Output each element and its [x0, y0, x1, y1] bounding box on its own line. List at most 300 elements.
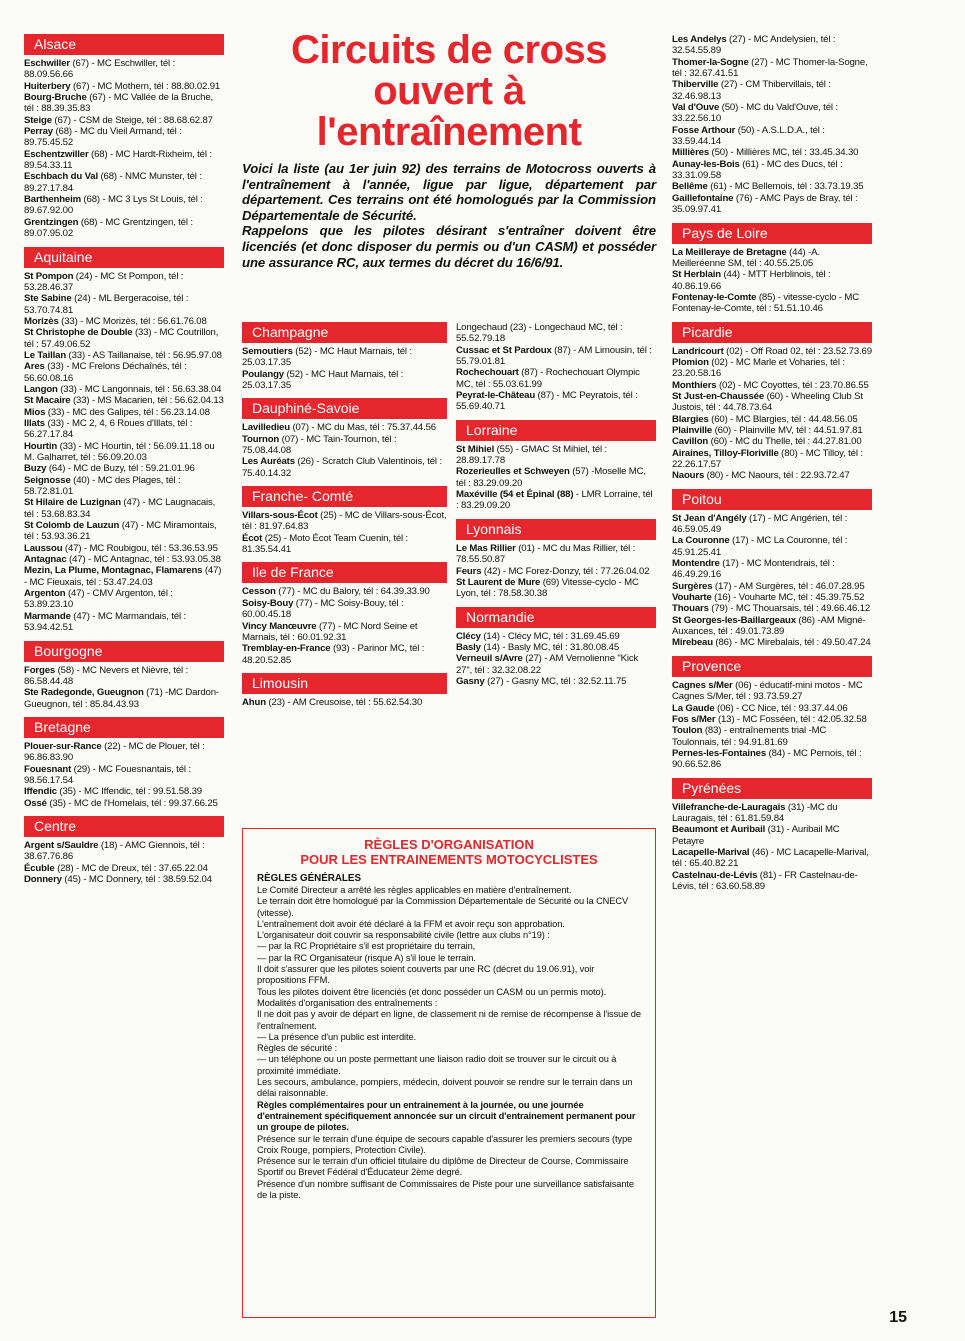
- region-section-provence: [672, 656, 872, 771]
- circuit-location: Mios: [24, 406, 46, 418]
- circuit-location: La Couronne: [672, 535, 730, 547]
- circuit-details: (44) - MTT Herblinois, tél : 40.86.19.66: [672, 269, 831, 292]
- circuit-details: (31) -MC du Lauragais, tél : 61.81.59.84: [672, 801, 838, 824]
- rules-paragraph: Règles de sécurité :: [257, 1043, 338, 1054]
- circuit-location: Hourtin: [24, 440, 58, 452]
- circuit-entry: [24, 361, 224, 384]
- circuit-location: Eschentzwiller: [24, 148, 89, 160]
- circuit-location: Villefranche-de-Lauragais: [672, 801, 786, 813]
- circuit-details: (61) - MC des Ducs, tél : 33.31.09.58: [672, 158, 843, 182]
- circuit-entry: [672, 57, 872, 80]
- circuit-entry: [456, 444, 656, 467]
- circuit-details: (47) - MC Roubigou, tél : 53.36.53.95: [62, 542, 218, 554]
- region-header-picardie: Picardie: [672, 322, 872, 343]
- circuit-location: Ste Radegonde, Gueugnon: [24, 687, 144, 699]
- circuit-location: St Hilaire de Luzignan: [24, 497, 121, 509]
- region-section-continued: [456, 322, 656, 413]
- region-section-lyonnais: [456, 519, 656, 600]
- circuit-details: (68) - MC Hardt-Rixheim, tél : 89.54.33.11: [24, 148, 212, 172]
- circuit-details: (44) -A. Meilleréenne SM, tél : 40.55.25.05: [672, 246, 820, 269]
- circuit-details: (33) - MC Frelons Déchaînés, tél : 56.60.08.16: [24, 361, 187, 384]
- circuit-entry: [24, 588, 224, 611]
- circuit-location: Plomion: [672, 356, 709, 368]
- circuit-entry: [672, 102, 872, 125]
- circuit-location: Argent s/Sauldre: [24, 839, 99, 851]
- circuit-details: (14) - Basly MC, tél : 31.80.08.45: [480, 641, 620, 653]
- circuit-details: (40) - MC des Plages, tél : 58.72.81.01: [24, 474, 181, 498]
- circuit-entry: [24, 293, 224, 316]
- region-section-pays-de-loire: [672, 223, 872, 315]
- circuit-location: Feurs: [456, 565, 482, 577]
- rules-paragraph: — par la RC Organisateur (risque A) s'il loue le terrain.: [257, 952, 476, 963]
- circuit-entry: [672, 847, 872, 870]
- circuit-entry: [456, 631, 656, 642]
- circuit-entry: [456, 642, 656, 653]
- circuit-entry: [672, 725, 872, 748]
- circuit-location: Montendre: [672, 558, 720, 570]
- circuit-location: Val d'Ouve: [672, 102, 720, 114]
- circuit-location: St Pompon: [24, 270, 74, 282]
- circuit-details: (67) - MC Mothern, tél : 88.80.02.91: [70, 80, 221, 92]
- circuit-details: (24) - ML Bergeracoise, tél : 53.70.74.81: [24, 293, 189, 316]
- circuit-location: La Meilleraye de Bretagne: [672, 246, 787, 258]
- circuit-location: Laussou: [24, 542, 63, 554]
- circuit-entry: [24, 92, 224, 115]
- circuit-details: (50) - Millières MC, tél : 33.45.34.30: [709, 147, 859, 159]
- circuit-entry: [672, 703, 872, 714]
- circuit-entry: [672, 558, 872, 581]
- rules-subtitle: RÈGLES GÉNÉRALES: [257, 873, 361, 884]
- circuit-entry: [242, 697, 447, 708]
- circuit-entry: [242, 643, 447, 666]
- circuit-location: Antagnac: [24, 554, 67, 566]
- circuit-details: Longechaud (23) - Longechaud MC, tél : 55.52.79.18: [456, 322, 623, 345]
- circuit-details: (06) - éducatif-mini motos - MC Cagnes S/Mer, tél : 93.73.59.27: [672, 679, 863, 703]
- circuit-entry: [242, 456, 447, 479]
- circuit-details: (42) - MC Forez-Donzy, tél : 77.26.04.02: [481, 565, 650, 577]
- circuit-details: (86) -AM Migné-Auxances, tél : 49.01.73.89: [672, 614, 866, 638]
- circuit-details: (77) - MC du Balory, tél : 64.39.33.90: [275, 586, 430, 598]
- circuit-location: La Gaude: [672, 702, 715, 714]
- circuit-location: Rochechouart: [456, 367, 519, 379]
- circuit-location: St Just-en-Chaussée: [672, 390, 765, 402]
- circuit-entry: [672, 513, 872, 536]
- circuit-location: Eschbach du Val: [24, 171, 98, 183]
- circuit-entry: [672, 592, 872, 603]
- circuit-entry: [672, 802, 872, 825]
- circuit-entry: [672, 380, 872, 391]
- circuit-details: (47) - MC Miramontais, tél : 53.93.36.21: [24, 520, 217, 543]
- circuit-entry: [24, 58, 224, 81]
- circuit-details: (47) - MC Antagnac, tél : 53.93.05.38: [66, 554, 221, 566]
- circuit-details: (07) - MC Tain-Tournon, tél : 75.08.44.08: [242, 433, 397, 457]
- circuit-location: Cavillon: [672, 436, 709, 448]
- circuit-location: Argenton: [24, 588, 66, 600]
- circuit-details: (35) - MC Iffendic, tél : 99.51.58.39: [56, 786, 202, 798]
- circuit-location: St Laurent de Mure: [456, 576, 541, 588]
- circuit-location: Maxéville (54 et Épinal (88): [456, 489, 574, 501]
- rules-paragraph: Les secours, ambulance, pompiers, médecin, doivent pouvoir se rendre sur le terrain dans un délai raisonnable.: [257, 1077, 633, 1099]
- circuit-location: St Jean d'Angély: [672, 512, 747, 524]
- region-header-franche-comte: Franche- Comté: [242, 486, 447, 507]
- circuit-details: (47) - MC Fieuxais, tél : 53.47.24.03: [24, 565, 222, 588]
- circuit-details: (52) - MC Haut Marnais, tél : 25.03.17.35: [242, 346, 412, 369]
- circuit-location: Landricourt: [672, 345, 724, 357]
- circuit-location: Vouharte: [672, 592, 712, 604]
- region-section-limousin: [242, 673, 447, 708]
- column-1: [24, 34, 224, 892]
- circuit-details: (93) - Parinor MC, tél : 48.20.52.85: [242, 643, 425, 666]
- circuit-location: St Georges-les-Baillargeaux: [672, 614, 796, 626]
- circuit-details: (87) - AM Limousin, tél : 55.79.01.81: [456, 344, 652, 368]
- region-header-pays-de-loire: Pays de Loire: [672, 223, 872, 244]
- circuit-details: (50) - A.S.L.D.A., tél : 33.59.44.14: [672, 124, 825, 148]
- circuit-entry: [24, 741, 224, 764]
- circuit-entry: [24, 126, 224, 149]
- rules-paragraph: Règles complémentaires pour un entrainement à la journée, ou une journée d'entrainement spécifiquement annoncée sur un circuit d'entrainement permanent pour un groupe de pilotes.: [257, 1099, 636, 1133]
- circuit-details: (27) - AM Vernolienne "Kick 27", tél : 32.32.08.22: [456, 653, 639, 676]
- circuit-location: Monthiers: [672, 379, 717, 391]
- circuit-details: (87) - Rochechouart Olympic MC, tél : 55.03.61.99: [456, 367, 640, 390]
- circuit-location: Perray: [24, 126, 53, 138]
- circuit-location: Gaillefontaine: [672, 192, 734, 204]
- circuit-location: Toulon: [672, 725, 703, 737]
- circuit-location: Pernes-les-Fontaines: [672, 747, 767, 759]
- circuit-entry: [24, 316, 224, 327]
- rules-paragraph: Présence sur le terrain d'une équipe de secours capable d'assurer les premiers secours (type Croix Rouge, pompiers, Protection Civile).: [257, 1133, 633, 1155]
- circuit-entry: [24, 786, 224, 797]
- circuit-details: (13) - MC Fosséen, tél : 42.05.32.58: [715, 713, 867, 725]
- circuit-entry: [456, 653, 656, 676]
- rules-paragraph: — par la RC Propriétaire s'il est propriétaire du terrain,: [257, 941, 476, 952]
- region-section-bretagne: [24, 717, 224, 809]
- circuit-details: (33) - MC Langonnais, tél : 56.63.38.04: [57, 383, 222, 395]
- circuit-details: (46) - MC Lacapelle-Marival, tél : 65.40.82.21: [672, 846, 869, 870]
- title-line-3: l'entraînement: [316, 110, 582, 154]
- circuit-details: (64) - MC de Buzy, tél : 59.21.01.96: [46, 463, 195, 475]
- circuit-details: (24) - MC St Pompon, tél : 53.28.46.37: [24, 270, 184, 293]
- circuit-details: (17) - AM Surgères, tél : 46.07.28.95: [712, 580, 865, 592]
- circuit-entry: [24, 611, 224, 634]
- circuit-details: (52) - MC Haut Marnais, tél : 25.03.17.35: [242, 368, 404, 392]
- circuit-entry: [672, 581, 872, 592]
- rules-paragraph: Présence sur le terrain d'un officiel titulaire du diplôme de Directeur de Course, Commissaire Sportif ou Brevet Fédéral d'Éducateur 2ème degré.: [257, 1156, 629, 1178]
- region-section-picardie: [672, 322, 872, 482]
- circuit-location: Donnery: [24, 873, 62, 885]
- circuit-details: (29) - MC Fouesnantais, tél : 98.56.17.54: [24, 763, 191, 786]
- circuit-entry: [672, 391, 872, 414]
- circuit-entry: [24, 863, 224, 874]
- circuit-location: Les Andelys: [672, 34, 727, 45]
- circuit-entry: [24, 194, 224, 217]
- circuit-entry: [242, 434, 447, 457]
- circuit-entry: [672, 125, 872, 148]
- circuit-entry: [24, 543, 224, 554]
- region-section-pyrenees: [672, 778, 872, 893]
- rules-paragraph: L'entraînement doit avoir été déclaré à la FFM et avoir reçu son approbation.: [257, 918, 565, 929]
- circuit-details: (80) - MC Tilloy, tél : 22.26.17.57: [672, 447, 863, 470]
- circuit-location: Rozerieulles et Schweyen: [456, 466, 570, 478]
- circuit-details: (83) - entraînements trial -MC Toulonnais, tél : 94.91.81.69: [672, 725, 827, 748]
- circuit-location: St Colomb de Lauzun: [24, 520, 120, 532]
- circuit-details: (57) -Moselle MC, tél : 83.29.09.20: [456, 466, 646, 489]
- circuit-details: (26) - Scratch Club Valentinois, tél : 75.40.14.32: [242, 456, 442, 479]
- region-section-franche-comte: [242, 486, 447, 555]
- circuit-location: Verneuil s/Avre: [456, 653, 523, 665]
- intro-paragraph-1: Voici la liste (au 1er juin 92) des terrains de Motocross ouverts à l'entraînement à l'année, ligue par ligue, département par département. Ces terrains ont été homologués par la Commission Départementale de Sécurité.: [242, 161, 656, 223]
- rules-paragraph: Présence d'un nombre suffisant de Commissaires de Piste pour une surveillance satisfaisante de la piste.: [257, 1178, 634, 1201]
- circuit-details: (18) - AMC Giennois, tél : 38.67.76.86: [24, 839, 205, 863]
- rules-title-line-2: POUR LES ENTRAINEMENTS MOTOCYCLISTES: [300, 852, 598, 867]
- circuit-location: Steige: [24, 114, 52, 126]
- circuit-details: (45) - MC Donnery, tél : 38.59.52.04: [61, 873, 212, 885]
- circuit-location: St Macaire: [24, 395, 71, 407]
- circuit-entry: [24, 687, 224, 710]
- region-section-bourgogne: [24, 641, 224, 710]
- column-4: [672, 34, 872, 899]
- region-header-normandie: Normandie: [456, 607, 656, 628]
- rules-paragraph: Modalités d'organisation des entraînements :: [257, 997, 438, 1008]
- circuit-location: Tournon: [242, 433, 280, 445]
- circuit-entry: [672, 615, 872, 638]
- rules-title-line-1: RÈGLES D'ORGANISATION: [364, 837, 534, 852]
- circuit-details: (06) - CC Nice, tél : 93.37.44.06: [714, 702, 848, 714]
- circuit-location: Iffendic: [24, 786, 57, 798]
- circuit-details: - LMR Lorraine, tél : 83.29.09.20: [456, 489, 653, 512]
- circuit-details: (61) - MC Bellemois, tél : 33.73.19.35: [707, 181, 864, 193]
- circuit-location: Fontenay-le-Comte: [672, 291, 757, 303]
- circuit-entry: [456, 322, 656, 345]
- region-section-ile-de-france: [242, 562, 447, 665]
- circuit-entry: [456, 543, 656, 566]
- circuit-entry: [24, 565, 224, 588]
- circuit-details: (85) - vitesse-cyclo - MC Fontenay-le-Comte, tél : 51.51.10.46: [672, 291, 860, 315]
- circuit-details: (68) - MC 3 Lys St Louis, tél : 89.67.92.00: [24, 194, 203, 217]
- circuit-details: (60) - MC du Thelle, tél : 44.27.81.00: [708, 436, 862, 448]
- circuit-details: (69) Vitesse-cyclo - MC Lyon, tél : 78.58.30.38: [456, 576, 639, 600]
- circuit-details: (33) - MC 2, 4, 6 Roues d'Illats, tél : 56.27.17.84: [24, 417, 193, 441]
- circuit-location: Barthenheim: [24, 194, 81, 206]
- circuit-location: Vincy Manœuvre: [242, 620, 317, 632]
- circuit-details: (67) - MC Eschwiller, tél : 88.09.56.66: [24, 58, 176, 81]
- circuit-entry: [24, 384, 224, 395]
- circuit-location: Bellême: [672, 181, 708, 193]
- circuit-entry: [672, 680, 872, 703]
- region-header-dauphine-savoie: Dauphiné-Savoie: [242, 398, 447, 419]
- circuit-entry: [456, 676, 656, 687]
- rules-paragraph: Le Comité Directeur a arrêté les règles applicables en matière d'entraînement.: [257, 885, 572, 895]
- circuit-details: (33) - MS Macarien, tél : 56.62.04.13: [70, 395, 224, 407]
- circuit-location: Ossé: [24, 797, 47, 809]
- circuit-entry: [672, 448, 872, 471]
- circuit-location: Marmande: [24, 610, 71, 622]
- rules-body: [257, 885, 641, 1201]
- circuit-entry: [672, 470, 872, 481]
- circuit-entry: [24, 115, 224, 126]
- rules-paragraph: Le terrain doit être homologué par la Commission Départementale de Sécurité ou la CNECV (vitesse).: [257, 896, 629, 918]
- circuit-details: (01) - MC du Mas Rillier, tél : 78.55.50.87: [456, 542, 636, 566]
- column-3: [456, 322, 656, 694]
- circuit-details: (47) - MC Laugnacais, tél : 53.68.83.34: [24, 497, 216, 520]
- circuit-details: (25) - Moto Écot Team Cuenin, tél : 81.35.54.41: [242, 532, 409, 556]
- circuit-entry: [24, 271, 224, 294]
- circuit-location: St Herblain: [672, 269, 721, 281]
- circuit-details: (27) - MC Thomer-la-Sogne, tél : 32.67.41.51: [672, 56, 868, 80]
- circuit-details: (68) - NMC Munster, tél : 89.27.17.84: [24, 171, 202, 194]
- region-header-limousin: Limousin: [242, 673, 447, 694]
- circuit-entry: [672, 425, 872, 436]
- circuit-details: (27) - CM Thibervillais, tél : 32.46.98.13: [672, 79, 831, 102]
- circuit-details: (02) - Off Road 02, tél : 23.52.73.69: [723, 345, 872, 357]
- circuit-details: (58) - MC Nevers et Nièvre, tél : 86.58.44.48: [24, 664, 189, 687]
- circuit-details: (33) - AS Taillanaise, tél : 56.95.97.08: [66, 349, 222, 361]
- circuit-entry: [24, 441, 224, 464]
- circuit-location: Mezin, La Plume, Montagnac, Flamarens: [24, 565, 203, 577]
- rules-paragraph: Tous les pilotes doivent être licenciés (et donc posséder un CASM ou un permis moto).: [257, 986, 607, 997]
- region-header-lorraine: Lorraine: [456, 420, 656, 441]
- circuit-location: Peyrat-le-Château: [456, 390, 536, 402]
- circuit-entry: [24, 475, 224, 498]
- region-header-lyonnais: Lyonnais: [456, 519, 656, 540]
- circuit-details: (31) - Auribail MC Petayre: [672, 824, 840, 847]
- circuit-details: (86) - MC Mirebalais, tél : 49.50.47.24: [712, 637, 871, 649]
- circuit-entry: [672, 870, 872, 893]
- circuit-details: (16) - Vouharte MC, tél : 45.39.75.52: [711, 592, 865, 604]
- circuit-location: Cussac et St Pardoux: [456, 344, 552, 356]
- circuit-entry: [672, 346, 872, 357]
- circuit-entry: [672, 147, 872, 158]
- circuit-location: Naours: [672, 470, 705, 482]
- circuit-details: (23) - AM Creusoise, tél : 55.62.54.30: [265, 696, 423, 708]
- circuit-location: Fouesnant: [24, 763, 72, 775]
- rules-paragraph: Il ne doit pas y avoir de départ en ligne, de classement ni de remise de récompense à l'issue de l'entraînement.: [257, 1009, 641, 1031]
- circuit-details: (55) - GMAC St Mihiel, tél : 28.89.17.78: [456, 443, 608, 467]
- circuit-entry: [456, 466, 656, 489]
- circuit-location: Lacapelle-Marival: [672, 846, 750, 858]
- circuit-details: (47) - CMV Argenton, tél : 53.89.23.10: [24, 588, 173, 611]
- circuit-location: Semoutiers: [242, 346, 293, 357]
- circuit-details: (71) -MC Dardon-Gueugnon, tél : 85.84.43.93: [24, 687, 219, 710]
- circuit-details: (77) - MC Soisy-Bouy, tél : 60.00.45.18: [242, 597, 404, 621]
- circuit-details: (25) - MC de Villars-sous-Écot, tél : 81.97.64.83: [242, 510, 447, 533]
- circuit-location: Cesson: [242, 586, 276, 598]
- circuit-entry: [24, 520, 224, 543]
- circuit-entry: [24, 395, 224, 406]
- region-header-provence: Provence: [672, 656, 872, 677]
- circuit-location: Plouer-sur-Rance: [24, 740, 102, 752]
- circuit-details: (79) - MC Thouarsais, tél : 49.66.46.12: [708, 603, 871, 615]
- region-header-bourgogne: Bourgogne: [24, 641, 224, 662]
- circuit-details: (60) - Plainville MV, tél : 44.51.97.81: [712, 424, 863, 436]
- circuit-entry: [672, 79, 872, 102]
- circuit-location: Aunay-les-Bois: [672, 158, 740, 170]
- circuit-location: Thomer-la-Sogne: [672, 56, 749, 68]
- page-title: [242, 30, 656, 153]
- circuit-entry: [672, 247, 872, 270]
- circuit-details: (27) - MC Andelysien, tél : 32.54.55.89: [672, 34, 836, 57]
- circuit-location: Blargies: [672, 413, 709, 425]
- circuit-location: Grentzingen: [24, 216, 79, 228]
- circuit-location: Basly: [456, 641, 481, 653]
- rules-paragraph: L'organisateur doit couvrir sa responsabilité civile (lettre aux clubs n°19) :: [257, 930, 550, 941]
- circuit-entry: [672, 193, 872, 216]
- title-block: [242, 30, 656, 270]
- circuit-location: Buzy: [24, 463, 47, 475]
- circuit-entry: [672, 414, 872, 425]
- region-header-pyrenees: Pyrénées: [672, 778, 872, 799]
- region-header-bretagne: Bretagne: [24, 717, 224, 738]
- circuit-location: Surgères: [672, 580, 713, 592]
- circuit-entry: [456, 489, 656, 512]
- circuit-details: (33) - MC Hourtin, tél : 56.09.11.18 ou M. Galharret, tél : 56.09.20.03: [24, 440, 215, 463]
- circuit-entry: [456, 367, 656, 390]
- circuit-entry: [456, 390, 656, 413]
- circuit-details: (22) - MC de Plouer, tél : 96.86.83.90: [24, 740, 205, 764]
- circuit-location: Seignosse: [24, 474, 71, 486]
- circuit-details: (76) - AMC Pays de Bray, tél : 35.09.97.41: [672, 192, 858, 216]
- circuit-entry: [672, 748, 872, 771]
- circuit-entry: [672, 637, 872, 648]
- circuit-location: Bourg-Bruche: [24, 92, 87, 104]
- intro-paragraph-2: Rappelons que les pilotes désirant s'entraîner doivent être licenciés (et donc disposer du permis ou d'un CASM) et posséder une assurance RC, aux termes du décret du 16/6/91.: [242, 223, 656, 270]
- circuit-location: Langon: [24, 383, 58, 395]
- circuit-details: (67) - CSM de Steige, tél : 88.68.62.87: [51, 114, 213, 126]
- circuit-location: Fos s/Mer: [672, 713, 716, 725]
- circuit-location: Écuble: [24, 862, 55, 874]
- circuit-entry: [24, 407, 224, 418]
- circuit-details: (17) - MC La Couronne, tél : 45.91.25.41: [672, 535, 848, 558]
- circuit-location: Castelnau-de-Lévis: [672, 869, 758, 881]
- circuit-entry: [24, 463, 224, 474]
- circuit-location: Beaumont et Auribail: [672, 824, 766, 836]
- circuit-details: (77) - MC Nord Seine et Marnais, tél : 60.01.92.31: [242, 620, 418, 643]
- circuit-details: (47) - MC Marmandais, tél : 53.94.42.51: [24, 610, 187, 634]
- circuit-entry: [24, 798, 224, 809]
- circuit-details: (60) - MC Blargies, tél : 44.48.56.05: [708, 413, 858, 425]
- page-number: 15: [889, 1309, 907, 1326]
- title-line-2: ouvert à: [373, 69, 525, 113]
- circuit-location: Huiterbery: [24, 80, 71, 92]
- circuit-entry: [242, 422, 447, 433]
- circuit-details: (02) - MC Coyottes, tél : 23.70.86.55: [716, 379, 869, 391]
- circuit-entry: [24, 149, 224, 172]
- circuit-location: Ahun: [242, 696, 266, 708]
- circuit-entry: [672, 535, 872, 558]
- circuit-location: Mirebeau: [672, 637, 713, 649]
- title-line-1: Circuits de cross: [290, 28, 608, 72]
- circuit-entry: [672, 357, 872, 380]
- circuit-entry: [242, 621, 447, 644]
- circuit-location: St Mihiel: [456, 443, 495, 455]
- circuit-location: Forges: [24, 664, 56, 676]
- circuit-location: Airaines, Tilloy-Floriville: [672, 447, 779, 459]
- circuit-location: Le Taillan: [24, 349, 67, 361]
- circuit-details: (33) - MC Morizès, tél : 56.61.76.08: [58, 315, 207, 327]
- circuit-location: Villars-sous-Écot: [242, 510, 318, 522]
- circuit-entry: [672, 292, 872, 315]
- region-section-dauphine-savoie: [242, 398, 447, 479]
- circuit-entry: [242, 586, 447, 597]
- circuit-entry: [24, 327, 224, 350]
- circuit-entry: [672, 714, 872, 725]
- region-header-poitou: Poitou: [672, 489, 872, 510]
- region-section-champagne: [242, 322, 447, 391]
- circuit-entry: [242, 346, 447, 369]
- circuit-entry: [24, 350, 224, 361]
- rules-paragraph: Il doit s'assurer que les pilotes soient couverts par une RC (décret du 19.06.91), voir propositions FFM.: [257, 964, 595, 986]
- circuit-entry: [672, 159, 872, 182]
- circuit-details: (27) - Gasny MC, tél : 32.52.11.75: [484, 675, 627, 687]
